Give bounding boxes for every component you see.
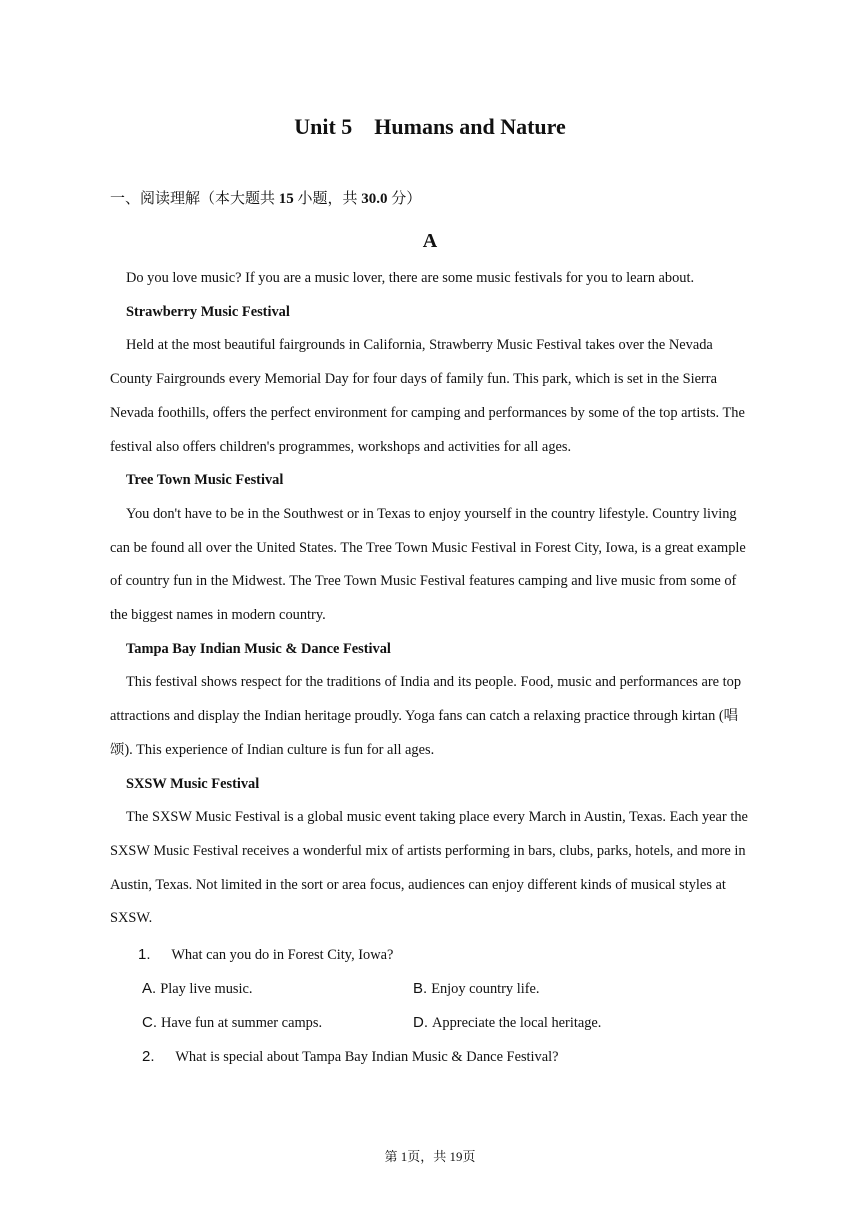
option-d[interactable] [413, 1012, 601, 1034]
question-count: 15 [278, 191, 294, 207]
page-title: Unit 5 Humans and Nature [294, 114, 566, 139]
option-letter: B. [413, 980, 428, 997]
question-number: 2. [142, 1048, 155, 1065]
festival-heading: Strawberry Music Festival [126, 303, 290, 320]
question-2 [142, 1046, 559, 1068]
option-letter: A. [142, 980, 157, 997]
section-heading-prefix: 一、阅读理解（本大题共 [110, 191, 276, 207]
question-text: What can you do in Forest City, Iowa? [171, 947, 394, 963]
option-c[interactable] [142, 1012, 322, 1034]
option-b[interactable] [413, 978, 540, 1000]
section-heading-suffix: 分） [391, 191, 422, 207]
passage-intro: Do you love music? If you are a music lover, there are some music festivals for you to learn about. [126, 270, 695, 286]
festival-paragraph: You don't have to be in the Southwest or in Texas to enjoy yourself in the country lifestyle. Country living can be found all over the United States. The Tree Town Music Festival in Forest City, Iowa, is a great example of country fun in the Midwest. The Tree Town Music Festival features camping and live music from some of the biggest names in modern country. [110, 505, 746, 624]
page-footer: 第 1页，共 19页 [384, 1149, 476, 1164]
festival-paragraph: This festival shows respect for the traditions of India and its people. Food, music and performances are top attractions and display the Indian heritage proudly. Yoga fans can catch a relaxing practice through kirtan (唱颂). This experience of Indian culture is fun for all ages. [110, 674, 742, 758]
total-score: 30.0 [361, 191, 388, 207]
festival-heading: Tampa Bay Indian Music & Dance Festival [126, 640, 391, 657]
festival-heading: SXSW Music Festival [126, 775, 260, 792]
passage-body [110, 262, 752, 936]
question-1 [138, 944, 393, 966]
option-letter: D. [413, 1014, 428, 1031]
option-letter: C. [142, 1014, 157, 1031]
festival-heading: Tree Town Music Festival [126, 472, 284, 489]
question-number: 1. [138, 946, 151, 963]
question-text: What is special about Tampa Bay Indian Music & Dance Festival? [175, 1049, 559, 1065]
section-heading [110, 188, 421, 210]
passage-letter: A [422, 230, 438, 252]
festival-paragraph: The SXSW Music Festival is a global music event taking place every March in Austin, Texas. Each year the SXSW Music Festival receives a wonderful mix of artists performing in bars, clubs, parks, hotels, and more in Austin, Texas. Not limited in the sort or area focus, audiences can enjoy different kinds of musical styles at SXSW. [110, 809, 748, 927]
festival-paragraph: Held at the most beautiful fairgrounds in California, Strawberry Music Festival takes over the Nevada County Fairgrounds every Memorial Day for four days of family fun. This park, which is set in the Sierra Nevada foothills, offers the perfect environment for camping and performances by some of the top artists. The festival also offers children's programmes, workshops and activities for all ages. [110, 337, 745, 455]
option-text: Enjoy country life. [431, 981, 540, 997]
option-text: Have fun at summer camps. [161, 1015, 323, 1031]
option-text: Play live music. [160, 981, 253, 997]
section-heading-mid: 小题，共 [297, 191, 358, 207]
option-a[interactable] [142, 978, 253, 1000]
option-text: Appreciate the local heritage. [432, 1015, 602, 1031]
